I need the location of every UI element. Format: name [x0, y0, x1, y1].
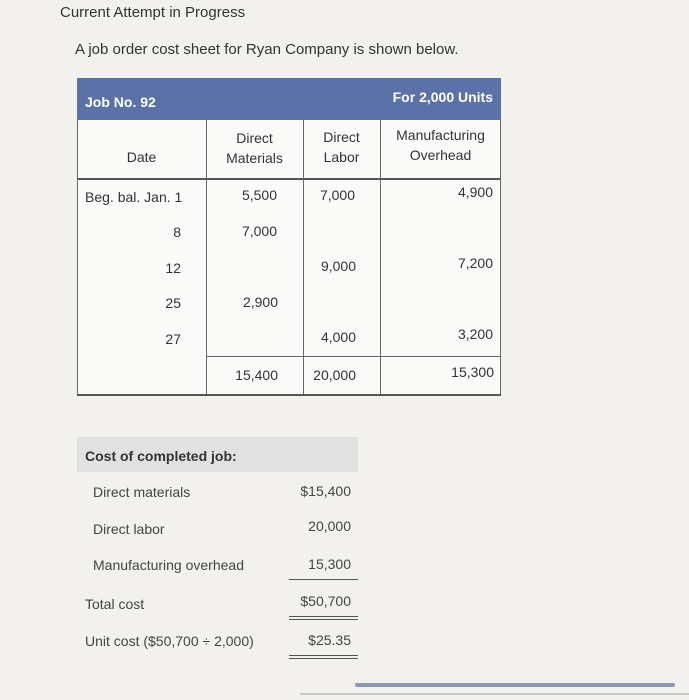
divider-date — [206, 120, 207, 394]
direct-materials-value: $15,400 — [300, 483, 351, 499]
totals-rule — [206, 356, 501, 357]
sheet-body — [77, 180, 501, 394]
row-dm: 7,000 — [241, 223, 277, 239]
total-cost-label: Total cost — [85, 596, 145, 612]
total-cost-value: $50,700 — [300, 593, 351, 609]
left-border — [77, 120, 78, 394]
total-double-rule-top — [289, 616, 358, 617]
sheet-header — [77, 78, 501, 120]
dl-header-line1: Direct — [323, 129, 360, 145]
unit-cost-label: Unit cost ($50,700 ÷ 2,000) — [85, 633, 254, 649]
unit-double-rule-bottom — [289, 658, 358, 659]
direct-materials-column-header — [206, 120, 303, 180]
cost-title: Cost of completed job: — [85, 448, 237, 464]
row-date: Beg. bal. Jan. 1 — [85, 189, 183, 205]
row-dm: 2,900 — [242, 294, 278, 310]
direct-labor-column-header — [303, 120, 380, 180]
overhead-label: Manufacturing overhead — [93, 557, 244, 573]
row-dl: 7,000 — [319, 187, 355, 203]
row-date: 12 — [165, 260, 181, 276]
page-heading: Current Attempt in Progress — [60, 4, 246, 21]
subtotal-rule — [289, 579, 358, 580]
direct-labor-value: 20,000 — [308, 518, 351, 534]
row-dl: 4,000 — [320, 329, 356, 345]
total-dl: 20,000 — [313, 367, 356, 383]
job-number: Job No. 92 — [85, 94, 156, 110]
direct-materials-label: Direct materials — [93, 484, 191, 500]
horizontal-scrollbar[interactable] — [355, 683, 675, 687]
dm-header-line2: Materials — [226, 150, 283, 166]
row-date: 25 — [165, 295, 181, 311]
moh-header-line2: Overhead — [409, 147, 472, 163]
overhead-column-header — [380, 120, 501, 180]
right-border — [500, 120, 501, 394]
divider-dm — [303, 120, 304, 394]
date-header-label: Date — [126, 149, 157, 165]
total-double-rule-bottom — [289, 619, 358, 620]
total-dm: 15,400 — [235, 367, 278, 383]
overhead-value: 15,300 — [308, 556, 351, 572]
row-moh: 7,200 — [457, 255, 493, 271]
bottom-divider — [300, 693, 689, 695]
moh-header-line1: Manufacturing — [396, 127, 485, 143]
total-moh: 15,300 — [451, 364, 494, 380]
row-dm: 5,500 — [241, 187, 277, 203]
unit-double-rule-top — [289, 655, 358, 656]
dl-header-line2: Labor — [323, 149, 360, 165]
problem-intro: A job order cost sheet for Ryan Company is shown below. — [75, 41, 459, 58]
date-column-header — [77, 120, 206, 180]
row-moh: 3,200 — [457, 326, 493, 342]
units-label: For 2,000 Units — [392, 89, 493, 105]
dm-header-line1: Direct — [236, 130, 273, 146]
direct-labor-label: Direct labor — [93, 521, 165, 537]
row-dl: 9,000 — [320, 258, 356, 274]
row-moh: 4,900 — [457, 184, 493, 200]
unit-cost-value: $25.35 — [308, 632, 351, 648]
row-date: 27 — [165, 331, 181, 347]
job-cost-sheet — [77, 78, 501, 396]
row-date: 8 — [173, 224, 181, 240]
